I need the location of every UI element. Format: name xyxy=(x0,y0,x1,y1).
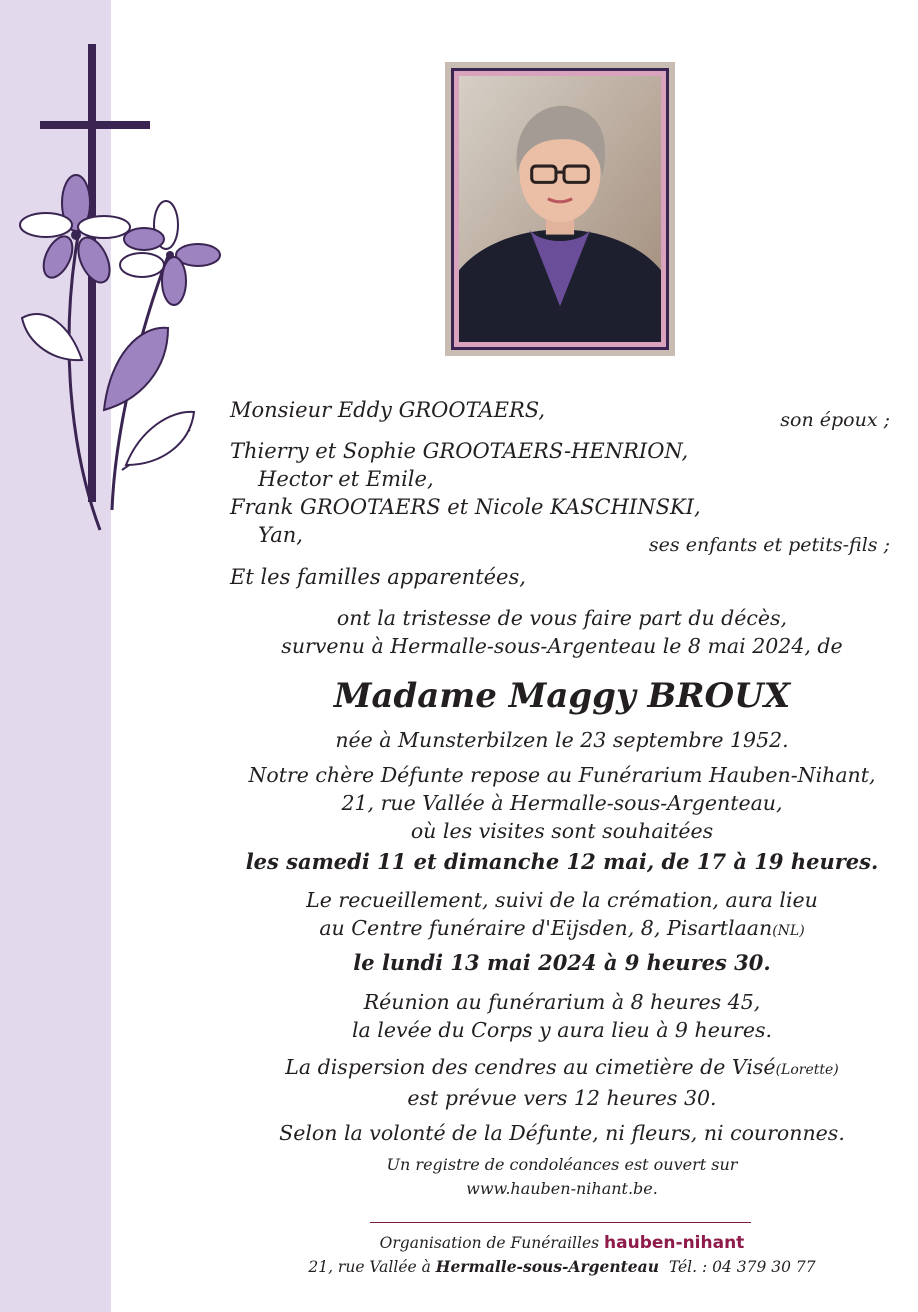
family-spouse: Monsieur Eddy GROOTAERS, xyxy=(230,398,546,422)
flower-right xyxy=(120,201,220,305)
cross-flowers-decoration xyxy=(0,30,230,550)
cemetery-note: (Lorette) xyxy=(775,1062,839,1078)
footer-org-label: Organisation de Funérailles xyxy=(379,1234,600,1252)
condolence-register: Un registre de condoléances est ouvert sur www.hauben-nihant.be. xyxy=(232,1153,892,1201)
country-note: (NL) xyxy=(772,923,805,939)
ceremony-date: le lundi 13 mai 2024 à 9 heures 30. xyxy=(353,950,771,975)
footer xyxy=(232,1231,892,1279)
leaf-left xyxy=(22,314,82,360)
leaf-middle xyxy=(104,328,168,410)
visitation-info: Notre chère Défunte repose au Funérarium Hauben-Nihant, 21, rue Vallée à Hermalle-sous-Argenteau, où les visites sont souhaitées xyxy=(248,763,876,843)
footer-city: Hermalle-sous-Argenteau xyxy=(435,1257,659,1276)
visitation-dates: les samedi 11 et dimanche 12 mai, de 17 à 19 heures. xyxy=(245,849,879,874)
portrait-photo xyxy=(459,76,661,342)
ceremony-info: Le recueillement, suivi de la crémation, aura lieu au Centre funéraire d'Eijsden, 8, Pisartlaan(NL) xyxy=(306,888,818,940)
announcement: ont la tristesse de vous faire part du décès, survenu à Hermalle-sous-Argenteau le 8 mai 2024, de xyxy=(281,606,843,658)
deceased-name: Madame Maggy BROUX xyxy=(333,676,791,716)
dispersion-info: La dispersion des cendres au cimetière de Visé(Lorette) est prévue vers 12 heures 30. xyxy=(285,1055,839,1110)
meeting-info: Réunion au funérarium à 8 heures 45, la levée du Corps y aura lieu à 9 heures. xyxy=(352,990,772,1042)
footer-phone: Tél. : 04 379 30 77 xyxy=(668,1258,816,1276)
spouse-relation: son époux ; xyxy=(780,409,890,431)
brand-logo: hauben-nihant xyxy=(604,1233,745,1253)
wishes: Selon la volonté de la Défunte, ni fleurs, ni couronnes. xyxy=(279,1121,845,1145)
family-child-1: Thierry et Sophie GROOTAERS-HENRION, xyxy=(230,439,689,463)
leaf-bottom xyxy=(126,412,194,465)
portrait-frame xyxy=(445,62,675,356)
register-website[interactable]: www.hauben-nihant.be. xyxy=(466,1179,658,1198)
family-relatives: Et les familles apparentées, xyxy=(230,565,526,589)
flower-left xyxy=(20,175,130,287)
family-grandchildren-1: Hector et Emile, xyxy=(258,467,434,491)
footer-divider xyxy=(370,1222,751,1223)
family-grandchildren-2: Yan, xyxy=(258,523,303,547)
children-relation: ses enfants et petits-fils ; xyxy=(648,534,890,556)
footer-address: 21, rue Vallée à xyxy=(308,1258,431,1276)
birth-info: née à Munsterbilzen le 23 septembre 1952. xyxy=(335,728,789,752)
family-child-2: Frank GROOTAERS et Nicole KASCHINSKI, xyxy=(230,495,701,519)
cross-horizontal xyxy=(40,121,150,129)
